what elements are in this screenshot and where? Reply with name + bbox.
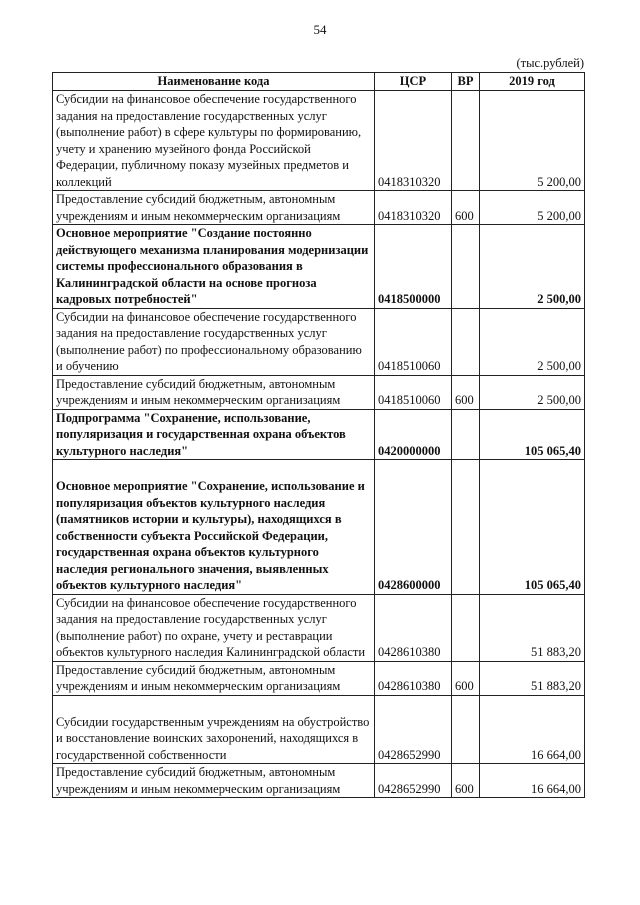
row-name-cell xyxy=(53,594,375,661)
row-name: Основное мероприятие "Создание постоянно действующего механизма планирования модернизации системы профессионального образования в Калининградской области на основе прогноза кадровых потребностей" xyxy=(56,226,369,306)
row-name-cell xyxy=(53,225,375,309)
row-name: Предоставление субсидий бюджетным, автономным учреждениям и иным некоммерческим организациям xyxy=(56,662,341,693)
table-row xyxy=(53,191,585,225)
row-name-cell xyxy=(53,191,375,225)
row-sum: 51 883,20 xyxy=(480,594,585,661)
units-label: (тыс.рублей) xyxy=(516,56,584,70)
row-name-cell xyxy=(53,308,375,375)
row-name: Субсидии государственным учреждениям на обустройство и восстановление воинских захоронений, находящихся в государственной собственности xyxy=(56,714,370,762)
row-sum: 105 065,40 xyxy=(480,460,585,595)
row-vr: 600 xyxy=(452,375,480,409)
row-csr: 0428652990 xyxy=(375,695,452,764)
row-vr: 600 xyxy=(452,764,480,798)
table-header-row xyxy=(53,73,585,91)
row-name: Субсидии на финансовое обеспечение государственного задания на предоставление государственных услуг (выполнение работ) по охране, учету и реставрации объектов культурного наследия Калининградской области xyxy=(56,595,366,659)
row-vr xyxy=(452,594,480,661)
table-row xyxy=(53,225,585,309)
table-row xyxy=(53,695,585,764)
row-name-cell xyxy=(53,409,375,460)
row-csr: 0428610380 xyxy=(375,594,452,661)
row-name: Предоставление субсидий бюджетным, автономным учреждениям и иным некоммерческим организациям xyxy=(56,765,341,796)
row-vr: 600 xyxy=(452,191,480,225)
row-csr: 0420000000 xyxy=(375,409,452,460)
table-row xyxy=(53,91,585,191)
header-name: Наименование кода xyxy=(53,73,375,91)
row-vr xyxy=(452,409,480,460)
header-csr: ЦСР xyxy=(375,73,452,91)
row-sum: 5 200,00 xyxy=(480,191,585,225)
row-name: Субсидии на финансовое обеспечение государственного задания на предоставление государственных услуг (выполнение работ) в сфере культуры по формированию, учету и хранению музейного фонда Российской Федерации, публичному показу музейных предметов и коллекций xyxy=(56,92,362,189)
table-body xyxy=(53,91,585,798)
table-row xyxy=(53,764,585,798)
row-vr: 600 xyxy=(452,661,480,695)
row-sum: 16 664,00 xyxy=(480,764,585,798)
row-sum: 51 883,20 xyxy=(480,661,585,695)
budget-table xyxy=(52,72,585,798)
row-csr: 0418500000 xyxy=(375,225,452,309)
row-csr: 0418310320 xyxy=(375,191,452,225)
header-sum: 2019 год xyxy=(480,73,585,91)
row-name-cell xyxy=(53,460,375,595)
row-name: Предоставление субсидий бюджетным, автономным учреждениям и иным некоммерческим организациям xyxy=(56,192,341,223)
row-name-cell xyxy=(53,375,375,409)
page-number: 54 xyxy=(313,22,327,37)
table-row xyxy=(53,661,585,695)
row-sum: 105 065,40 xyxy=(480,409,585,460)
row-sum: 16 664,00 xyxy=(480,695,585,764)
row-name-cell xyxy=(53,695,375,764)
table-row xyxy=(53,308,585,375)
row-csr: 0428600000 xyxy=(375,460,452,595)
row-name-cell xyxy=(53,661,375,695)
row-sum: 2 500,00 xyxy=(480,225,585,309)
row-vr xyxy=(452,225,480,309)
row-name-cell xyxy=(53,91,375,191)
table-row xyxy=(53,594,585,661)
row-sum: 5 200,00 xyxy=(480,91,585,191)
table-row xyxy=(53,375,585,409)
row-sum: 2 500,00 xyxy=(480,308,585,375)
row-csr: 0418510060 xyxy=(375,375,452,409)
table-row xyxy=(53,460,585,595)
row-csr: 0418510060 xyxy=(375,308,452,375)
row-name: Субсидии на финансовое обеспечение государственного задания на предоставление государственных услуг (выполнение работ) по профессиональному образованию и обучению xyxy=(56,309,362,373)
row-csr: 0428610380 xyxy=(375,661,452,695)
row-vr xyxy=(452,460,480,595)
row-sum: 2 500,00 xyxy=(480,375,585,409)
row-name: Подпрограмма "Сохранение, использование, популяризация и государственная охрана объектов культурного наследия" xyxy=(56,410,346,458)
row-name: Основное мероприятие "Сохранение, использование и популяризация объектов культурного наследия (памятников истории и культуры), находящихся в собственности субъекта Российской Федерации, государственная охрана объектов культурного наследия регионального значения, выявленных объектов культурного наследия" xyxy=(56,479,365,592)
row-csr: 0418310320 xyxy=(375,91,452,191)
row-csr: 0428652990 xyxy=(375,764,452,798)
row-name: Предоставление субсидий бюджетным, автономным учреждениям и иным некоммерческим организациям xyxy=(56,376,341,407)
row-vr xyxy=(452,695,480,764)
header-vr: ВР xyxy=(452,73,480,91)
row-vr xyxy=(452,308,480,375)
row-name-cell xyxy=(53,764,375,798)
table-row xyxy=(53,409,585,460)
row-vr xyxy=(452,91,480,191)
